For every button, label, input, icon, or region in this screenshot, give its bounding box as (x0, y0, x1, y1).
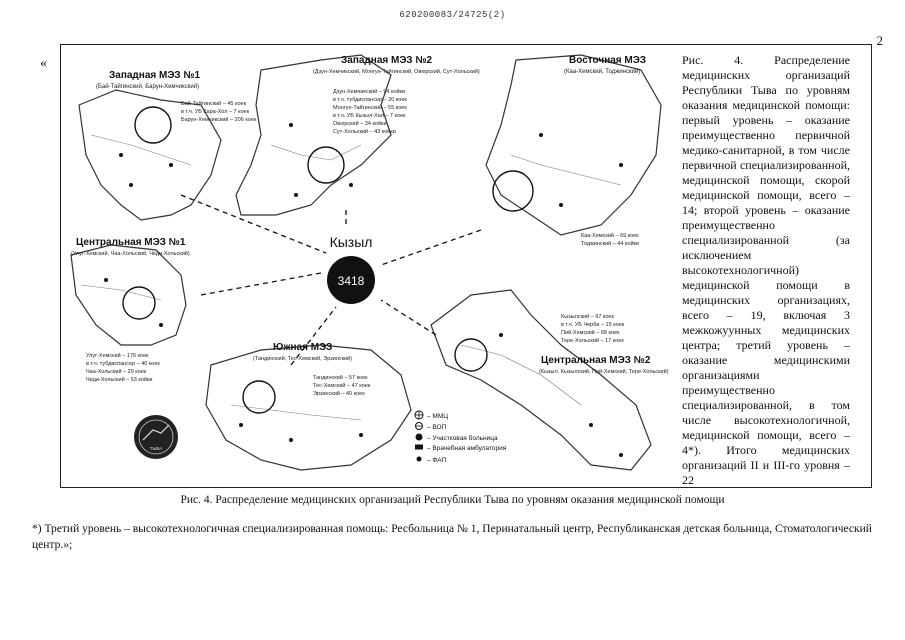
zone-east-subtitle: (Каа-Хемский, Тоджинский) (564, 69, 641, 75)
zone-central-2-line: в т.ч. УБ Черби – 15 коек (561, 322, 625, 328)
zone-west-1-line: Бай-Тайгинский – 45 коек (181, 101, 246, 107)
zone-west-2-line: в т.ч. тубдиспансер – 20 коек (333, 97, 407, 103)
zone-east-title: Восточная МЭЗ (569, 55, 646, 66)
svg-text:ТЫВА: ТЫВА (149, 446, 163, 451)
legend-clinic-icon (415, 445, 423, 450)
zone-east-line: Тоджинский – 44 койки (581, 241, 640, 247)
figure-side-description: Рис. 4. Распределение медицинских организаций Республики Тыва по уровням оказания медицинской помощи: первый уровень – оказание преимущественно первичной медико-санитарной, в том числе первичной специализированной, медицинской помощи, скорой медицинской помощи, всего – 14; второй уровень – оказание преимущественно специализированной (за исключением высокотехнологичной) медицинской помощи в медицинских организациях, всего – 19, включая 3 межкожуунных медицинских центра; третий уровень – оказание медицинскими организациями преимущественно специализированной, в том числе высокотехнологичной, медицинской помощи, всего – 4*). Итого медицинских организаций II и III-го уровня – 22 (682, 53, 850, 487)
mmc-hub-west-1 (135, 107, 171, 143)
zone-central-2-title: Центральная МЭЗ №2 (541, 355, 651, 366)
tuva-emblem-icon (134, 415, 178, 459)
footnote: *) Третий уровень – высокотехнологичная специализированная помощь: Ресбольница № 1, Перинатальный центр, Республиканская детская больница, Стоматологический центр.»; (32, 523, 872, 551)
legend-item: – ВОП (427, 424, 447, 431)
center-city-title: Кызыл (329, 234, 373, 250)
zone-central-1-title: Центральная МЭЗ №1 (76, 237, 186, 248)
zone-south-title: Южная МЭЗ (273, 342, 333, 353)
central-zone-2-outline (431, 290, 651, 470)
zone-central-1-subtitle: (Улуг-Хемский, Чаа-Хольский, Чеди-Хольский) (71, 251, 190, 257)
zone-west-2-line: Монгун-Тайгинский – 55 коек (333, 105, 407, 111)
center-beds-value: 3418 (337, 274, 365, 288)
zone-west-1-line: в т.ч. УБ Кара-Хол – 7 коек (181, 109, 250, 115)
zone-west-2-subtitle: (Дзун-Хемчикский, Монгун-Тайгинский, Овюрский, Сут-Хольский) (313, 69, 480, 75)
zone-west-2-line: Овюрский – 34 койки (333, 121, 387, 127)
legend-district-hospital-icon (416, 434, 423, 441)
mmc-hub-central-2 (455, 339, 487, 371)
zone-west-2-title: Западная МЭЗ №2 (341, 55, 433, 66)
legend-item: – Врачебная амбулатория (427, 445, 507, 452)
legend-fap-icon (417, 457, 422, 462)
tuva-map-figure (61, 45, 676, 485)
zone-central-2-line: Тере-Хольский – 17 коек (561, 338, 624, 344)
zone-central-1-line: Улуг-Хемский – 176 коек (86, 353, 149, 359)
legend-gp-icon (416, 423, 423, 430)
zone-west-2-line: Дзун-Хемчикский – 94 койки (333, 89, 406, 95)
legend-item: – Участковая больница (427, 435, 498, 442)
page-number: 2 (876, 33, 883, 48)
east-zone-outline (486, 55, 661, 235)
zone-central-2-line: Кызылский – 97 коек (561, 314, 614, 320)
zone-south-line: Эрзинский – 40 коек (313, 391, 365, 397)
legend-item: – ММЦ (427, 413, 449, 420)
map-legend (415, 411, 507, 464)
opening-quote: « (40, 56, 47, 71)
zone-west-2-line: Сут-Хольский – 43 койки (333, 129, 396, 135)
zone-central-1-line: Чеди-Хольский – 53 койки (86, 377, 153, 383)
zone-south-line: Тес-Хемский – 47 коек (313, 383, 371, 389)
figure-caption: Рис. 4. Распределение медицинских организаций Республики Тыва по уровням оказания медицинской помощи (180, 494, 725, 506)
zone-south-subtitle: (Тандинский, Тес-Хемский, Эрзинский) (253, 356, 352, 362)
zone-west-2-line: в т.ч. УБ Кызыл-Хая – 7 коек (333, 113, 406, 119)
zone-central-2-subtitle: (Кызыл, Кызылский, Пий-Хемский, Тере-Хольский) (539, 369, 669, 375)
zone-west-1-subtitle: (Бай-Тайгинский, Барун-Хемчикский) (96, 84, 200, 90)
zone-south-line: Тандинский – 57 коек (313, 375, 368, 381)
zone-east-line: Каа-Хемский – 69 коек (581, 233, 639, 239)
south-zone-outline (206, 345, 411, 470)
zone-central-1-line: в т.ч. тубдиспансер – 40 коек (86, 361, 160, 367)
west-zone-2-outline (236, 55, 391, 215)
zone-central-1-line: Чаа-Хольский – 29 коек (86, 369, 147, 375)
mmc-hub-central-1 (123, 287, 155, 319)
zone-central-2-line: Пий-Хемский – 68 коек (561, 330, 620, 336)
central-zone-1-outline (71, 245, 186, 345)
document-code: 620200083/24725(2) (399, 10, 506, 20)
legend-item: – ФАП (427, 457, 447, 464)
legend-mmc-icon (415, 411, 423, 419)
zone-west-1-line: Барун-Хемчикский – 206 коек (181, 117, 257, 123)
zone-west-1-title: Западная МЭЗ №1 (109, 70, 201, 81)
mmc-hub-west-2 (308, 147, 344, 183)
